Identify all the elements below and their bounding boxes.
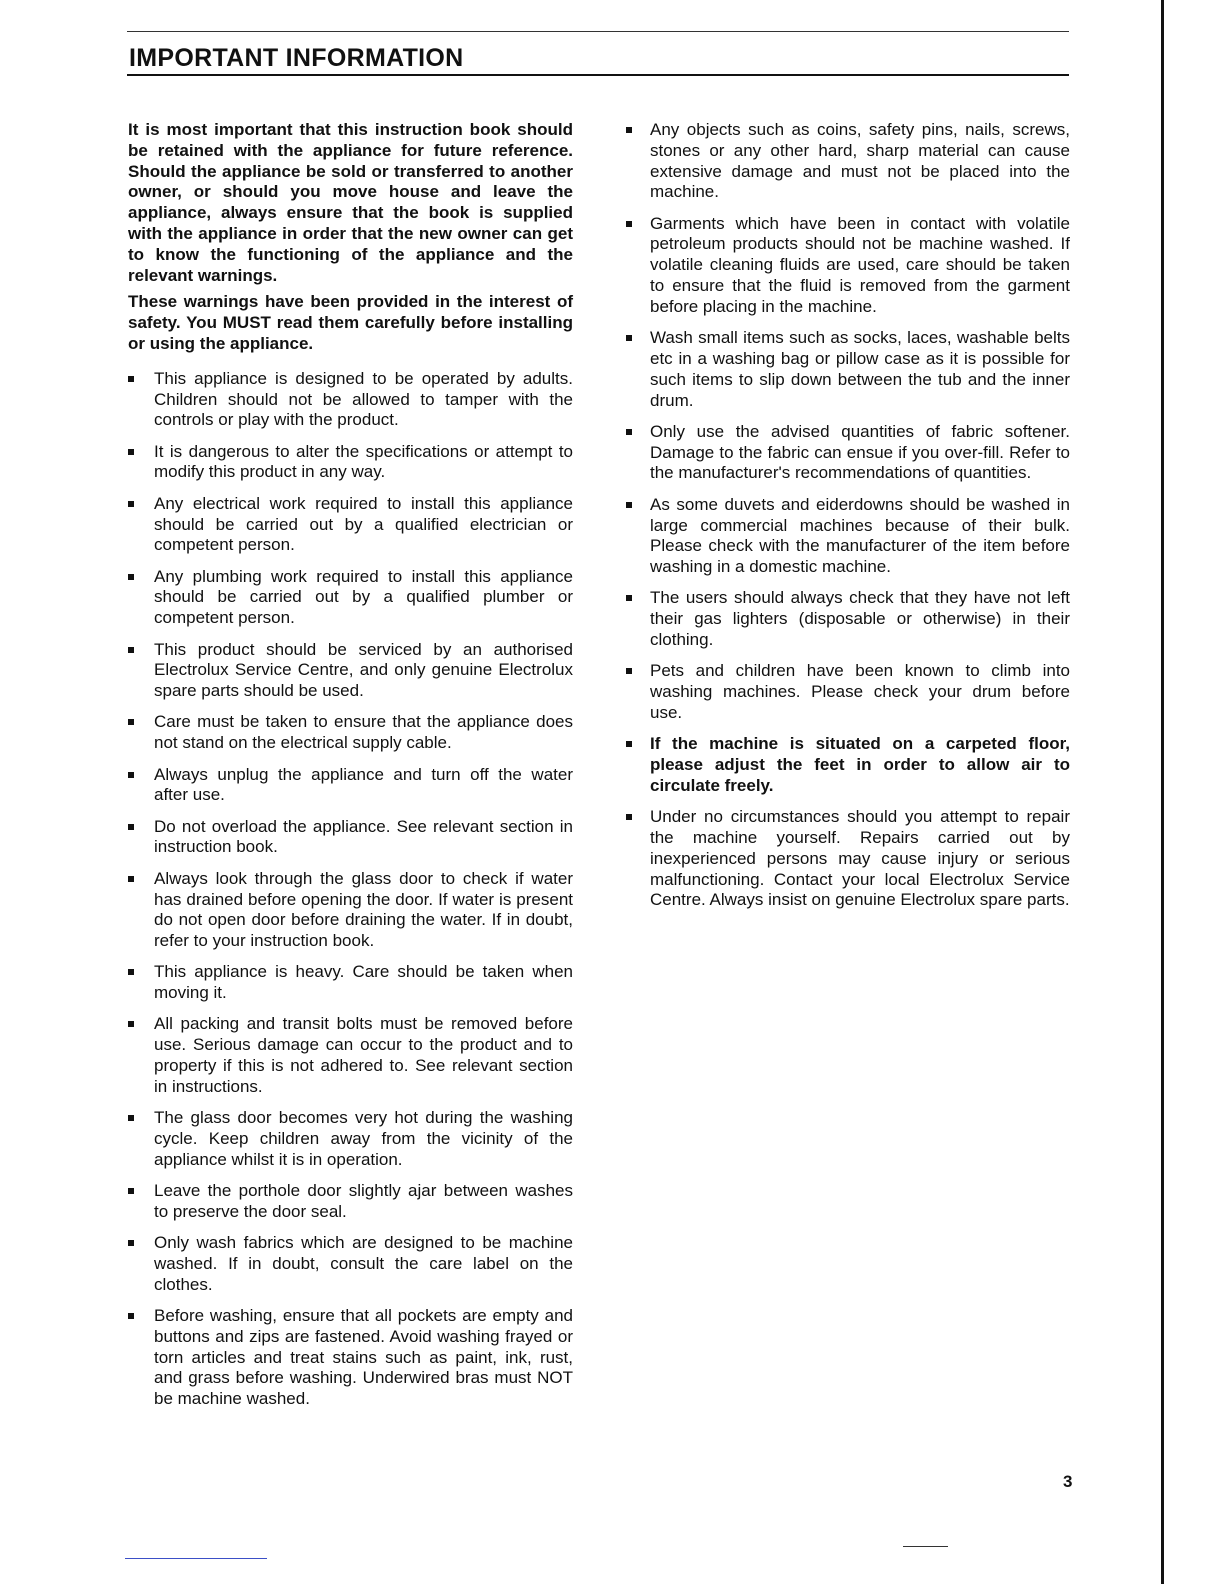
list-item: Wash small items such as socks, laces, washable belts etc in a washing bag or pillow case as it is possible for such items to slip down between the tub and the inner drum. [626, 328, 1070, 411]
list-item: Under no circumstances should you attempt to repair the machine yourself. Repairs carried out by inexperienced persons may cause injury or serious malfunctioning. Contact your local Electrolux Service Centre. Always insist on genuine Electrolux spare parts. [626, 807, 1070, 911]
list-item: Always look through the glass door to check if water has drained before opening the door. If water is present do not open door before draining the water. If in doubt, refer to your instruction book. [128, 869, 573, 952]
bullet-icon [128, 772, 134, 778]
list-item: Leave the porthole door slightly ajar between washes to preserve the door seal. [128, 1181, 573, 1223]
bullet-icon [128, 376, 134, 382]
bullet-icon [128, 647, 134, 653]
list-item: The users should always check that they have not left their gas lighters (disposable or otherwise) in their clothing. [626, 588, 1070, 650]
bullet-icon [128, 1313, 134, 1319]
list-item: Only wash fabrics which are designed to be machine washed. If in doubt, consult the care label on the clothes. [128, 1233, 573, 1295]
bottom-rule-left [125, 1558, 267, 1559]
bullet-icon [626, 429, 632, 435]
warnings-paragraph: These warnings have been provided in the interest of safety. You MUST read them carefully before installing or using the appliance. [128, 292, 573, 353]
title-rule [127, 74, 1069, 76]
top-rule [127, 31, 1069, 32]
list-item: All packing and transit bolts must be removed before use. Serious damage can occur to the product and to property if this is not adhered to. See relevant section in instructions. [128, 1014, 573, 1097]
list-item: Do not overload the appliance. See relevant section in instruction book. [128, 817, 573, 859]
bullet-icon [626, 502, 632, 508]
list-item: This appliance is heavy. Care should be taken when moving it. [128, 962, 573, 1004]
list-item: Garments which have been in contact with volatile petroleum products should not be machine washed. If volatile cleaning fluids are used, care should be taken to ensure that the fluid is removed from the garment before placing in the machine. [626, 214, 1070, 318]
list-item: As some duvets and eiderdowns should be washed in large commercial machines because of their bulk. Please check with the manufacturer of the item before washing in a domestic machine. [626, 495, 1070, 578]
bottom-rule-right [903, 1546, 948, 1547]
list-item: Any electrical work required to install this appliance should be carried out by a qualified electrician or competent person. [128, 494, 573, 556]
bullet-icon [128, 1188, 134, 1194]
list-item: It is dangerous to alter the specifications or attempt to modify this product in any way. [128, 442, 573, 484]
bullet-icon [128, 1240, 134, 1246]
bullet-icon [128, 719, 134, 725]
list-item: Any objects such as coins, safety pins, nails, screws, stones or any other hard, sharp material can cause extensive damage and must not be placed into the machine. [626, 120, 1070, 203]
list-item: The glass door becomes very hot during the washing cycle. Keep children away from the vicinity of the appliance whilst it is in operation. [128, 1108, 573, 1170]
bullet-icon [128, 876, 134, 882]
intro-paragraph: It is most important that this instruction book should be retained with the appliance for future reference. Should the appliance be sold or transferred to another owner, or should you move house and leave the appliance, always ensure that the book is supplied with the appliance in order that the new owner can get to know the functioning of the appliance and the relevant warnings. [128, 120, 573, 285]
list-item: This product should be serviced by an authorised Electrolux Service Centre, and only genuine Electrolux spare parts should be used. [128, 640, 573, 702]
bullet-icon [626, 668, 632, 674]
left-column [128, 120, 573, 1421]
list-item: Any plumbing work required to install this appliance should be carried out by a qualified plumber or competent person. [128, 567, 573, 629]
bullet-icon [626, 814, 632, 820]
list-item: Pets and children have been known to climb into washing machines. Please check your drum before use. [626, 661, 1070, 723]
right-column [626, 120, 1070, 922]
list-item-carpet-warning: If the machine is situated on a carpeted floor, please adjust the feet in order to allow air to circulate freely. [626, 734, 1070, 796]
bullet-icon [128, 501, 134, 507]
bullet-icon [128, 969, 134, 975]
bullet-icon [626, 127, 632, 133]
bullet-icon [128, 449, 134, 455]
list-item: Only use the advised quantities of fabric softener. Damage to the fabric can ensue if you over-fill. Refer to the manufacturer's recommendations of quantities. [626, 422, 1070, 484]
page-edge-rule [1161, 0, 1164, 1584]
bullet-icon [626, 221, 632, 227]
bullet-icon [128, 574, 134, 580]
bullet-icon [626, 595, 632, 601]
right-warning-list [626, 120, 1070, 911]
left-warning-list [128, 369, 573, 1410]
list-item: Always unplug the appliance and turn off the water after use. [128, 765, 573, 807]
page-title: IMPORTANT INFORMATION [129, 44, 464, 72]
bullet-icon [626, 741, 632, 747]
list-item: Before washing, ensure that all pockets are empty and buttons and zips are fastened. Avoid washing frayed or torn articles and treat stains such as paint, ink, rust, and grass before washing. Underwired bras must NOT be machine washed. [128, 1306, 573, 1410]
bullet-icon [128, 1021, 134, 1027]
page-number: 3 [1063, 1472, 1073, 1491]
list-item: Care must be taken to ensure that the appliance does not stand on the electrical supply cable. [128, 712, 573, 754]
bullet-icon [128, 1115, 134, 1121]
bullet-icon [626, 335, 632, 341]
list-item: This appliance is designed to be operated by adults. Children should not be allowed to tamper with the controls or play with the product. [128, 369, 573, 431]
bullet-icon [128, 824, 134, 830]
